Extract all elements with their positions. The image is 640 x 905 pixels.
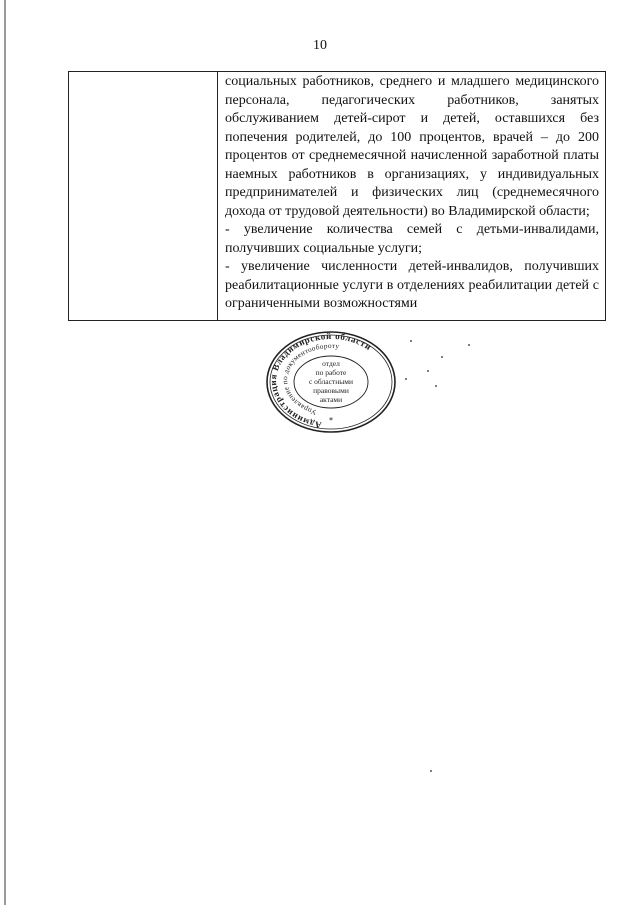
scan-speck [468, 344, 470, 346]
paragraph-children-rehabilitation: - увеличение численности детей-инвалидов, получивших реабилитационные услуги в отделениях реабилитации детей с ограниченными возможностями [225, 259, 599, 311]
scan-speck [410, 340, 412, 342]
scan-page-edge [4, 0, 6, 905]
page-number: 10 [313, 38, 327, 53]
paragraph-salary-ratios: социальных работников, среднего и младшего медицинского персонала, педагогических работников, занятых обслуживанием детей-сирот и детей, оставшихся без попечения родителей, до 100 процентов, врачей – до 200 процентов от среднемесячной начисленной заработной платы наемных работников в организациях, у индивидуальных предпринимателей и физических лиц (среднемесячного дохода от трудовой деятельности) во Владимирской области; [225, 74, 599, 219]
scan-speck [427, 370, 429, 372]
scan-speck [405, 378, 407, 380]
stamp-center-line-3: с областными [308, 377, 354, 386]
scan-speck [435, 385, 437, 387]
paragraph-families-services: - увеличение количества семей с детьми-инвалидами, получивших социальные услуги; [225, 222, 599, 256]
stamp-star: * [329, 416, 333, 425]
scan-speck [430, 770, 432, 772]
official-stamp [265, 330, 397, 434]
stamp-center-line-2: по работе [315, 368, 347, 377]
table-cell-left [69, 72, 218, 320]
stamp-center-line-1: отдел [322, 359, 340, 368]
scan-speck [441, 356, 443, 358]
table-cell-right [219, 72, 605, 314]
document-table [68, 71, 606, 321]
stamp-outer-text: Администрация Владимирской области [267, 330, 374, 431]
stamp-center-line-4: правовыми [313, 386, 349, 395]
stamp-center-line-5: актами [319, 395, 343, 404]
stamp-inner-text: Управление по документообороту [280, 341, 340, 417]
